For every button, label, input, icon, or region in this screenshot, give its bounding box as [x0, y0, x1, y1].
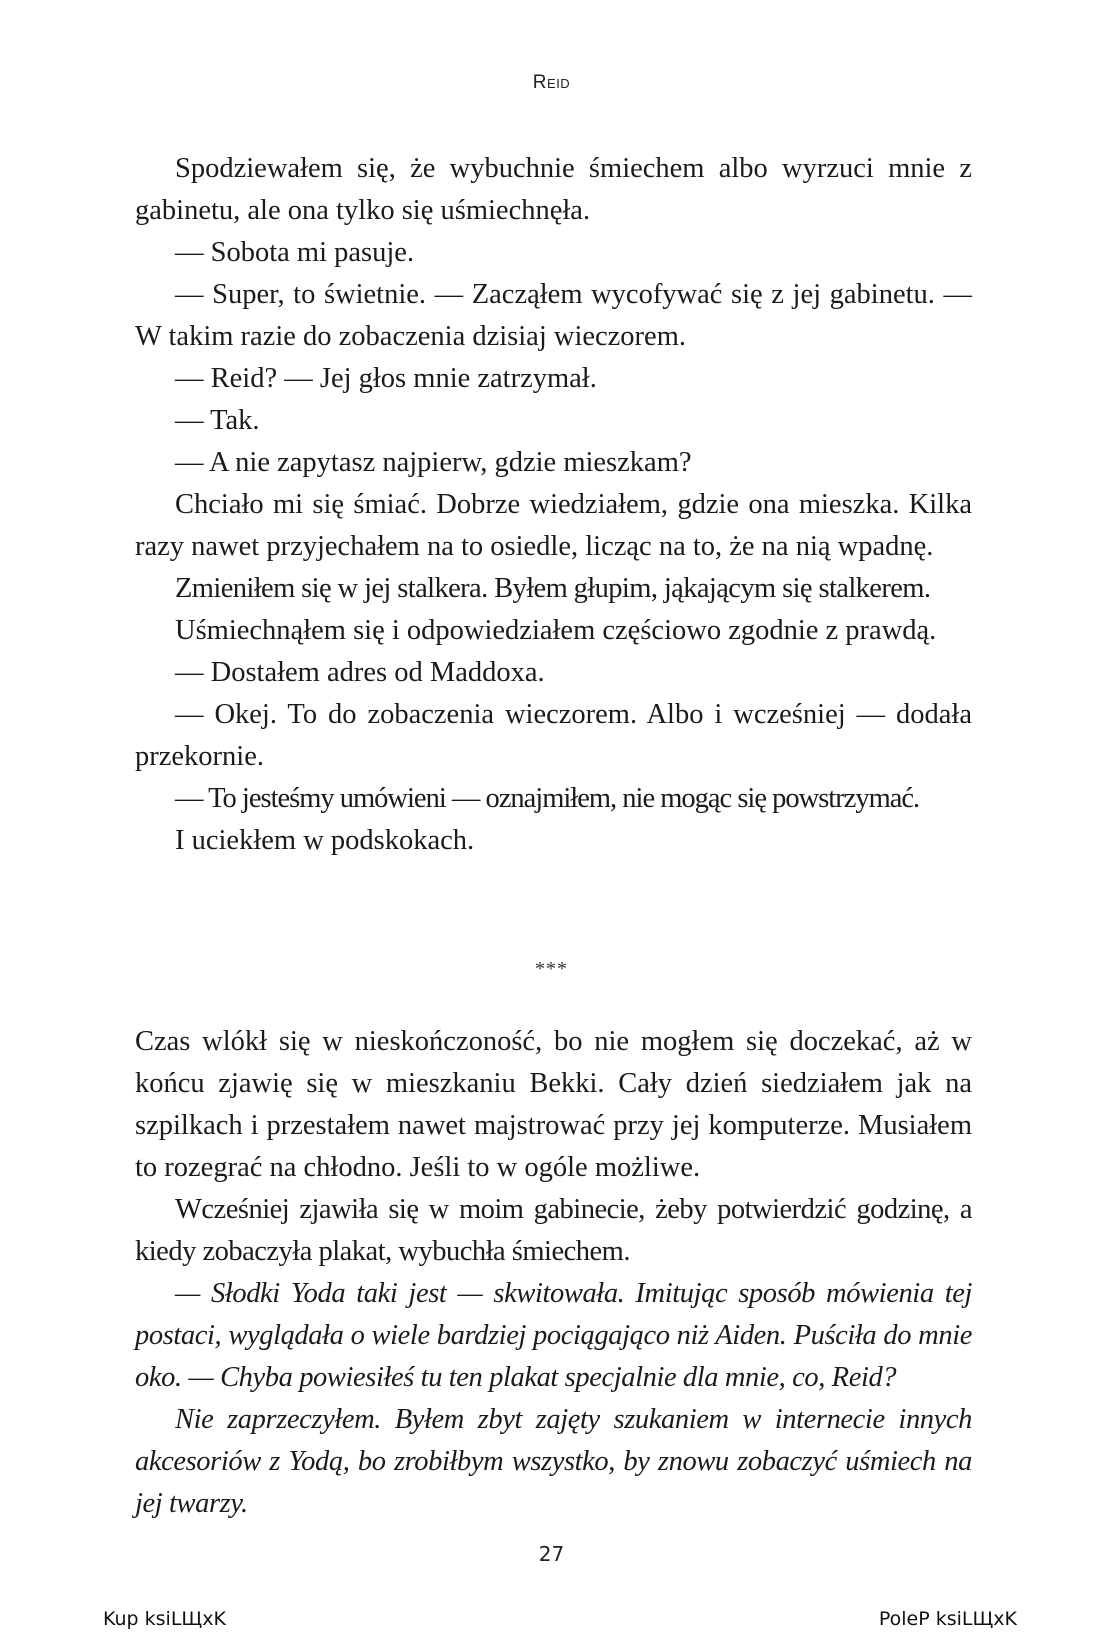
recommend-book-link[interactable]: PoleP ksiLЩxK — [878, 1608, 1017, 1630]
buy-book-link[interactable]: Kup ksiLЩxK — [103, 1608, 226, 1630]
paragraph: — Słodki Yoda taki jest — skwitowała. Imitując sposób mówienia tej postaci, wyglądała o wiele bardziej pociągająco niż Aiden. Puściła do mnie oko. — Chyba powiesiłeś tu ten plakat specjalnie dla mnie, co, Reid? — [135, 1278, 972, 1393]
paragraph: — A nie zapytasz najpierw, gdzie mieszkam? — [175, 447, 692, 478]
text-block-second — [135, 1021, 972, 1525]
section-separator: *** — [535, 958, 568, 980]
paragraph: — Tak. — [175, 405, 260, 436]
paragraph: — Dostałem adres od Maddoxa. — [175, 657, 545, 688]
paragraph: Uśmiechnąłem się i odpowiedziałem częściowo zgodnie z prawdą. — [175, 615, 937, 646]
paragraph: — Reid? — Jej głos mnie zatrzymał. — [175, 363, 597, 394]
paragraph: — Okej. To do zobaczenia wieczorem. Albo i wcześniej — dodała przekornie. — [135, 699, 972, 772]
italic-passage — [135, 1273, 972, 1525]
text-block-main — [135, 148, 972, 862]
paragraph: Nie zaprzeczyłem. Byłem zbyt zajęty szukaniem w internecie innych akcesoriów z Yodą, bo zrobiłbym wszystko, by znowu zobaczyć uśmiech na jej twarzy. — [135, 1404, 972, 1519]
paragraph: Wcześniej zjawiła się w moim gabinecie, żeby potwierdzić godzinę, a kiedy zobaczyła plakat, wybuchła śmiechem. — [135, 1194, 972, 1267]
paragraph: Zmieniłem się w jej stalkera. Byłem głupim, jąkającym się stalkerem. — [175, 573, 931, 604]
running-head: Reid — [532, 72, 571, 93]
page-number: 27 — [538, 1542, 565, 1566]
paragraph: — To jesteśmy umówieni — oznajmiłem, nie mogąc się powstrzymać. — [175, 783, 920, 814]
paragraph: Spodziewałem się, że wybuchnie śmiechem albo wyrzuci mnie z gabinetu, ale ona tylko się uśmiechnęła. — [135, 153, 972, 226]
paragraph: I uciekłem w podskokach. — [175, 825, 475, 856]
paragraph: Czas wlókł się w nieskończoność, bo nie mogłem się doczekać, aż w końcu zjawię się w mieszkaniu Bekki. Cały dzień siedziałem jak na szpilkach i przestałem nawet majstrować przy jej komputerze. Musiałem to rozegrać na chłodno. Jeśli to w ogóle możliwe. — [135, 1026, 972, 1183]
paragraph: — Sobota mi pasuje. — [175, 237, 415, 268]
paragraph: — Super, to świetnie. — Zacząłem wycofywać się z jej gabinetu. — W takim razie do zobaczenia dzisiaj wieczorem. — [135, 279, 972, 352]
paragraph: Chciało mi się śmiać. Dobrze wiedziałem, gdzie ona mieszka. Kilka razy nawet przyjechałem na to osiedle, licząc na to, że na nią wpadnę. — [135, 489, 972, 562]
